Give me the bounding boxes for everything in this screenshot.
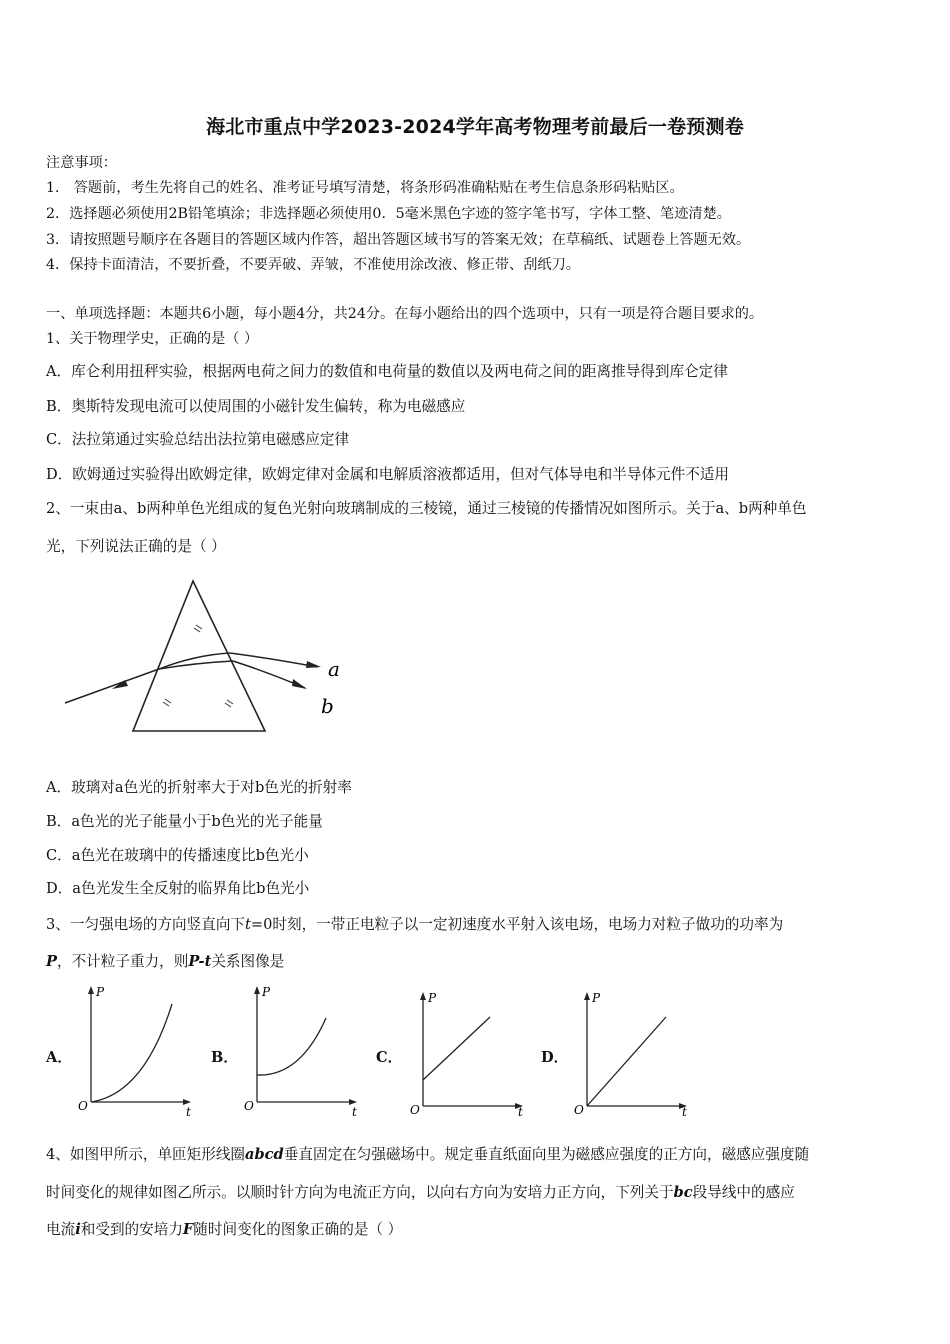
graph-c-ylabel: P — [428, 991, 437, 1005]
q4-line3 — [46, 1218, 402, 1239]
q4-text-2: 垂直固定在匀强磁场中。规定垂直纸面向里为磁感应强度的正方向，磁感应强度随 — [283, 1146, 810, 1163]
q1-option-d: D．欧姆通过实验得出欧姆定律，欧姆定律对金属和电解质溶液都适用，但对气体导电和半导体元件不适用 — [46, 466, 730, 483]
graph-c-xlabel: t — [518, 1105, 523, 1117]
q4-line2 — [46, 1181, 795, 1202]
prism-triangle — [133, 581, 265, 731]
q4-text-1: 4、如图甲所示，单匝矩形线圈 — [46, 1146, 246, 1163]
graph-b-origin: O — [244, 1099, 254, 1113]
q1-option-b: B．奥斯特发现电流可以使周围的小磁针发生偏转，称为电磁感应 — [46, 398, 466, 415]
ray-b-arrow — [292, 679, 307, 689]
graph-d-ylabel: P — [592, 991, 601, 1005]
notice-item-4: 4．保持卡面清洁，不要折叠，不要弄破、弄皱，不准使用涂改液、修正带、刮纸刀。 — [46, 257, 580, 273]
graph-d-line — [587, 1017, 666, 1106]
q4-var-f: F — [182, 1221, 194, 1238]
q4-var-i: i — [75, 1221, 81, 1238]
graph-c-label: C． — [376, 1049, 403, 1066]
q3-stem-text-1: 3、一匀强电场的方向竖直向下 — [46, 916, 246, 933]
graph-a-y-arrow — [88, 986, 94, 994]
graph-c-y-arrow — [420, 992, 426, 1000]
q1-option-a: A．库仑利用扭秤实验，根据两电荷之间力的数值和电荷量的数值以及两电荷之间的距离推导得到库仑定律 — [46, 363, 728, 380]
q2-stem-line2: 光，下列说法正确的是（ ） — [46, 538, 226, 555]
q2-option-c: C．a色光在玻璃中的传播速度比b色光小 — [46, 847, 309, 864]
q1-stem: 1、关于物理学史，正确的是（ ） — [46, 331, 259, 347]
ray-in-prism-a — [159, 653, 230, 669]
prism-figure — [55, 575, 355, 745]
graph-d-y-arrow — [584, 992, 590, 1000]
ray-a-arrow — [306, 661, 321, 668]
graph-a-origin: O — [78, 1099, 88, 1113]
graph-b-y-arrow — [254, 986, 260, 994]
graph-d-xlabel: t — [682, 1105, 687, 1117]
page-title: 海北市重点中学2023-2024学年高考物理考前最后一卷预测卷 — [206, 116, 744, 138]
graph-d-label: D． — [541, 1049, 569, 1066]
graph-b-ylabel: P — [262, 985, 271, 999]
graph-a — [74, 982, 199, 1117]
graph-c-origin: O — [410, 1103, 420, 1117]
notice-item-1: 1． 答题前，考生先将自己的姓名、准考证号填写清楚，将条形码准确粘贴在考生信息条形码粘贴区。 — [46, 180, 684, 196]
q4-var-bc: bc — [673, 1184, 693, 1201]
q4-var-abcd: abcd — [245, 1146, 284, 1163]
q3-stem-text-2: 0时刻，一带正电粒子以一定初速度水平射入该电场，电场力对粒子做功的功率为 — [263, 916, 784, 933]
q4-text-6: 和受到的安培力 — [80, 1221, 183, 1238]
q4-text-3: 时间变化的规律如图乙所示。以顺时针方向为电流正方向，以向右方向为安培力正方向，下列关于 — [46, 1184, 674, 1201]
q3-var-pt: P-t — [188, 953, 212, 970]
q4-text-7: 随时间变化的图象正确的是（ ） — [193, 1221, 403, 1238]
q2-stem-line1: 2、一束由a、b两种单色光组成的复色光射向玻璃制成的三棱镜，通过三棱镜的传播情况如图所示。关于a、b两种单色 — [46, 500, 807, 517]
q3-stem-line2 — [46, 950, 284, 971]
graph-d — [570, 982, 695, 1117]
q3-var-p: P — [46, 953, 57, 970]
graph-b-label: B． — [211, 1049, 238, 1066]
graph-d-origin: O — [574, 1103, 584, 1117]
ray-a-label: a — [328, 657, 340, 681]
incident-ray — [65, 669, 159, 703]
notice-item-2: 2．选择题必须使用2B铅笔填涂；非选择题必须使用0．5毫米黑色字迹的签字笔书写，字体工整、笔迹清楚。 — [46, 206, 731, 222]
q1-option-c: C．法拉第通过实验总结出法拉第电磁感应定律 — [46, 431, 350, 448]
q3-stem-line1 — [46, 913, 783, 934]
graph-b — [240, 982, 365, 1117]
graph-a-curve — [91, 1004, 172, 1102]
q3-var-t: t= — [245, 916, 264, 933]
graph-a-label: A． — [46, 1049, 72, 1066]
q4-text-5: 电流 — [46, 1221, 76, 1238]
q2-option-d: D．a色光发生全反射的临界角比b色光小 — [46, 880, 310, 897]
q2-option-a: A．玻璃对a色光的折射率大于对b色光的折射率 — [46, 779, 352, 796]
q4-line1 — [46, 1143, 809, 1164]
q4-text-4: 段导线中的感应 — [692, 1184, 795, 1201]
prism-hatch-marks — [163, 625, 233, 707]
q3-stem-text-3: ，不计粒子重力，则 — [56, 953, 189, 970]
graph-a-xlabel: t — [186, 1105, 191, 1117]
graph-b-curve — [257, 1018, 326, 1075]
graph-a-ylabel: P — [96, 985, 105, 999]
graph-c — [406, 982, 531, 1117]
q2-option-b: B．a色光的光子能量小于b色光的光子能量 — [46, 813, 323, 830]
section-heading: 一、单项选择题：本题共6小题，每小题4分，共24分。在每小题给出的四个选项中，只有一项是符合题目要求的。 — [46, 306, 764, 322]
graph-c-line — [423, 1017, 490, 1080]
ray-b-label: b — [321, 694, 334, 718]
notice-heading: 注意事项： — [46, 155, 117, 171]
notice-item-3: 3．请按照题号顺序在各题目的答题区域内作答，超出答题区域书写的答案无效；在草稿纸、试题卷上答题无效。 — [46, 232, 751, 248]
q3-stem-text-4: 关系图像是 — [211, 953, 285, 970]
graph-b-xlabel: t — [352, 1105, 357, 1117]
